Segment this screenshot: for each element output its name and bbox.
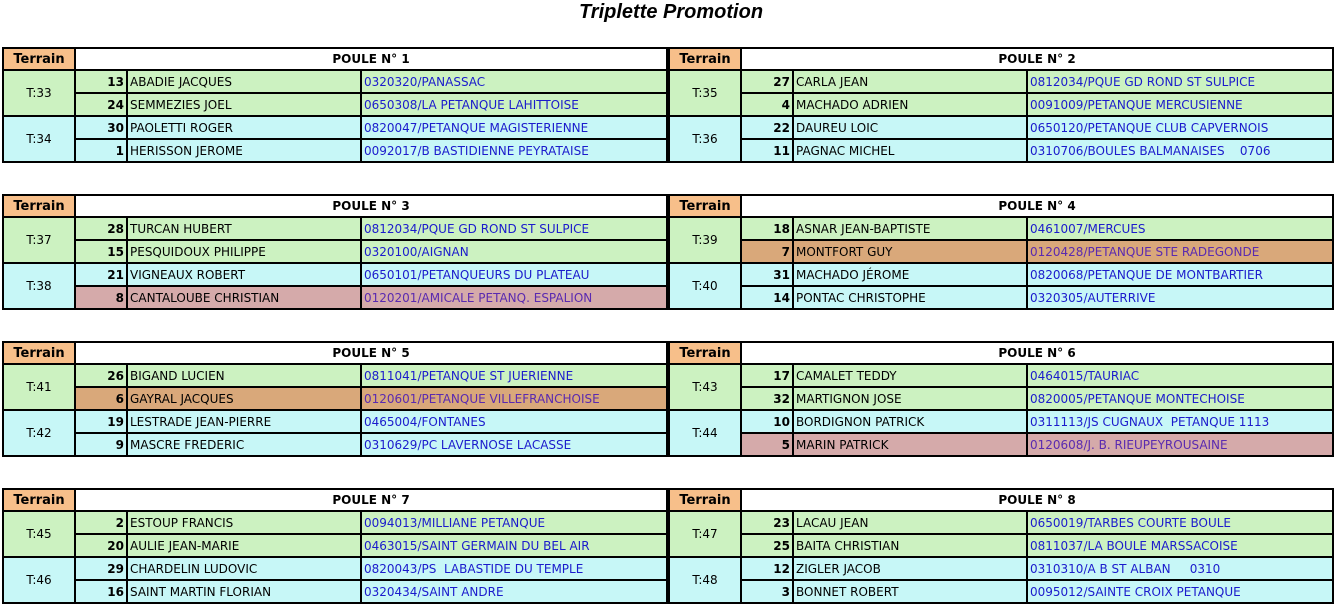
terrain-cell: T:46 [3,557,75,603]
terrain-cell: T:34 [3,116,75,162]
poule-title: POULE N° 7 [75,489,667,511]
club-name: 0811037/LA BOULE MARSSACOISE [1027,534,1333,557]
player-name: BONNET ROBERT [793,580,1027,603]
terrain-cell: T:39 [669,217,741,263]
club-name: 0091009/PETANQUE MERCUSIENNE [1027,93,1333,116]
table-row [3,240,667,263]
team-number: 14 [741,286,793,309]
team-number: 19 [75,410,127,433]
club-name: 0120608/J. B. RIEUPEYROUSAINE [1027,433,1333,456]
player-name: CAMALET TEDDY [793,364,1027,387]
team-number: 21 [75,263,127,286]
club-name: 0320320/PANASSAC [361,70,667,93]
club-name: 0320100/AIGNAN [361,240,667,263]
team-number: 30 [75,116,127,139]
table-row [3,286,667,309]
terrain-label: Terrain [669,48,741,70]
club-name: 0094013/MILLIANE PETANQUE [361,511,667,534]
team-number: 2 [75,511,127,534]
terrain-cell: T:33 [3,70,75,116]
player-name: MACHADO ADRIEN [793,93,1027,116]
player-name: ASNAR JEAN-BAPTISTE [793,217,1027,240]
team-number: 17 [741,364,793,387]
club-name: 0120428/PETANQUE STE RADEGONDE [1027,240,1333,263]
terrain-cell: T:40 [669,263,741,309]
team-number: 18 [741,217,793,240]
club-name: 0465004/FONTANES [361,410,667,433]
poule-table-8 [668,488,1334,604]
player-name: SAINT MARTIN FLORIAN [127,580,361,603]
player-name: ABADIE JACQUES [127,70,361,93]
table-row [669,116,1333,139]
team-number: 3 [741,580,793,603]
poule-title: POULE N° 6 [741,342,1333,364]
table-row [669,139,1333,162]
player-name: HERISSON JEROME [127,139,361,162]
poule-title: POULE N° 8 [741,489,1333,511]
club-name: 0310629/PC LAVERNOSE LACASSE [361,433,667,456]
player-name: PONTAC CHRISTOPHE [793,286,1027,309]
poule-header [669,489,1333,511]
club-name: 0820005/PETANQUE MONTECHOISE [1027,387,1333,410]
table-row [669,410,1333,433]
table-row [3,534,667,557]
club-name: 0820068/PETANQUE DE MONTBARTIER [1027,263,1333,286]
table-row [669,286,1333,309]
poule-table-4 [668,194,1334,310]
club-name: 0820047/PETANQUE MAGISTERIENNE [361,116,667,139]
club-name: 0650308/LA PETANQUE LAHITTOISE [361,93,667,116]
club-name: 0464015/TAURIAC [1027,364,1333,387]
team-number: 11 [741,139,793,162]
poule-header [669,342,1333,364]
table-row [3,116,667,139]
table-row [669,534,1333,557]
terrain-cell: T:41 [3,364,75,410]
team-number: 16 [75,580,127,603]
club-name: 0461007/MERCUES [1027,217,1333,240]
club-name: 0812034/PQUE GD ROND ST SULPICE [361,217,667,240]
player-name: PAOLETTI ROGER [127,116,361,139]
club-name: 0812034/PQUE GD ROND ST SULPICE [1027,70,1333,93]
player-name: ESTOUP FRANCIS [127,511,361,534]
player-name: MARIN PATRICK [793,433,1027,456]
terrain-cell: T:36 [669,116,741,162]
club-name: 0320434/SAINT ANDRE [361,580,667,603]
terrain-label: Terrain [3,48,75,70]
table-row [669,93,1333,116]
player-name: DAUREU LOIC [793,116,1027,139]
terrain-cell: T:44 [669,410,741,456]
player-name: CARLA JEAN [793,70,1027,93]
team-number: 32 [741,387,793,410]
team-number: 9 [75,433,127,456]
table-row [669,240,1333,263]
poule-table-2 [668,47,1334,163]
player-name: LACAU JEAN [793,511,1027,534]
team-number: 25 [741,534,793,557]
player-name: VIGNEAUX ROBERT [127,263,361,286]
table-row [3,364,667,387]
club-name: 0310706/BOULES BALMANAISES 0706 [1027,139,1333,162]
poule-header [669,195,1333,217]
player-name: PAGNAC MICHEL [793,139,1027,162]
table-row [3,580,667,603]
table-row [3,410,667,433]
terrain-label: Terrain [669,489,741,511]
team-number: 26 [75,364,127,387]
table-row [3,217,667,240]
table-row [3,387,667,410]
player-name: LESTRADE JEAN-PIERRE [127,410,361,433]
terrain-cell: T:48 [669,557,741,603]
club-name: 0310310/A B ST ALBAN 0310 [1027,557,1333,580]
player-name: MACHADO JÉROME [793,263,1027,286]
terrain-cell: T:37 [3,217,75,263]
club-name: 0463015/SAINT GERMAIN DU BEL AIR [361,534,667,557]
poule-header [3,48,667,70]
table-row [669,433,1333,456]
team-number: 7 [741,240,793,263]
team-number: 15 [75,240,127,263]
team-number: 24 [75,93,127,116]
poule-header [3,342,667,364]
team-number: 27 [741,70,793,93]
player-name: TURCAN HUBERT [127,217,361,240]
team-number: 4 [741,93,793,116]
player-name: CHARDELIN LUDOVIC [127,557,361,580]
poule-header [669,48,1333,70]
club-name: 0650019/TARBES COURTE BOULE [1027,511,1333,534]
team-number: 5 [741,433,793,456]
player-name: AULIE JEAN-MARIE [127,534,361,557]
terrain-cell: T:42 [3,410,75,456]
terrain-cell: T:35 [669,70,741,116]
poule-header [3,489,667,511]
terrain-label: Terrain [669,342,741,364]
table-row [669,364,1333,387]
table-row [3,263,667,286]
club-name: 0120201/AMICALE PETANQ. ESPALION [361,286,667,309]
poule-header [3,195,667,217]
club-name: 0650101/PETANQUEURS DU PLATEAU [361,263,667,286]
team-number: 12 [741,557,793,580]
team-number: 20 [75,534,127,557]
player-name: ZIGLER JACOB [793,557,1027,580]
terrain-label: Terrain [669,195,741,217]
club-name: 0311113/JS CUGNAUX PETANQUE 1113 [1027,410,1333,433]
poule-table-5 [2,341,668,457]
table-row [3,511,667,534]
team-number: 10 [741,410,793,433]
club-name: 0095012/SAINTE CROIX PETANQUE [1027,580,1333,603]
team-number: 6 [75,387,127,410]
terrain-cell: T:47 [669,511,741,557]
team-number: 1 [75,139,127,162]
player-name: SEMMEZIES JOEL [127,93,361,116]
terrain-label: Terrain [3,195,75,217]
club-name: 0320305/AUTERRIVE [1027,286,1333,309]
poule-table-7 [2,488,668,604]
team-number: 29 [75,557,127,580]
poule-title: POULE N° 4 [741,195,1333,217]
poule-table-6 [668,341,1334,457]
table-row [3,433,667,456]
poule-table-1 [2,47,668,163]
player-name: MASCRE FREDERIC [127,433,361,456]
terrain-cell: T:45 [3,511,75,557]
player-name: MARTIGNON JOSE [793,387,1027,410]
table-row [669,557,1333,580]
team-number: 28 [75,217,127,240]
poule-title: POULE N° 3 [75,195,667,217]
player-name: BAITA CHRISTIAN [793,534,1027,557]
poule-title: POULE N° 1 [75,48,667,70]
player-name: BORDIGNON PATRICK [793,410,1027,433]
player-name: GAYRAL JACQUES [127,387,361,410]
table-row [3,70,667,93]
terrain-cell: T:38 [3,263,75,309]
page-title: Triplette Promotion [578,1,764,23]
table-row [669,217,1333,240]
player-name: MONTFORT GUY [793,240,1027,263]
poule-title: POULE N° 5 [75,342,667,364]
player-name: CANTALOUBE CHRISTIAN [127,286,361,309]
terrain-cell: T:43 [669,364,741,410]
table-row [3,557,667,580]
table-row [3,93,667,116]
player-name: PESQUIDOUX PHILIPPE [127,240,361,263]
table-row [669,263,1333,286]
club-name: 0650120/PETANQUE CLUB CAPVERNOIS [1027,116,1333,139]
club-name: 0092017/B BASTIDIENNE PEYRATAISE [361,139,667,162]
table-row [3,139,667,162]
terrain-label: Terrain [3,489,75,511]
team-number: 31 [741,263,793,286]
team-number: 22 [741,116,793,139]
table-row [669,70,1333,93]
poule-table-3 [2,194,668,310]
poule-title: POULE N° 2 [741,48,1333,70]
team-number: 8 [75,286,127,309]
table-row [669,387,1333,410]
team-number: 23 [741,511,793,534]
table-row [669,580,1333,603]
team-number: 13 [75,70,127,93]
club-name: 0120601/PETANQUE VILLEFRANCHOISE [361,387,667,410]
club-name: 0820043/PS LABASTIDE DU TEMPLE [361,557,667,580]
terrain-label: Terrain [3,342,75,364]
club-name: 0811041/PETANQUE ST JUERIENNE [361,364,667,387]
player-name: BIGAND LUCIEN [127,364,361,387]
table-row [669,511,1333,534]
